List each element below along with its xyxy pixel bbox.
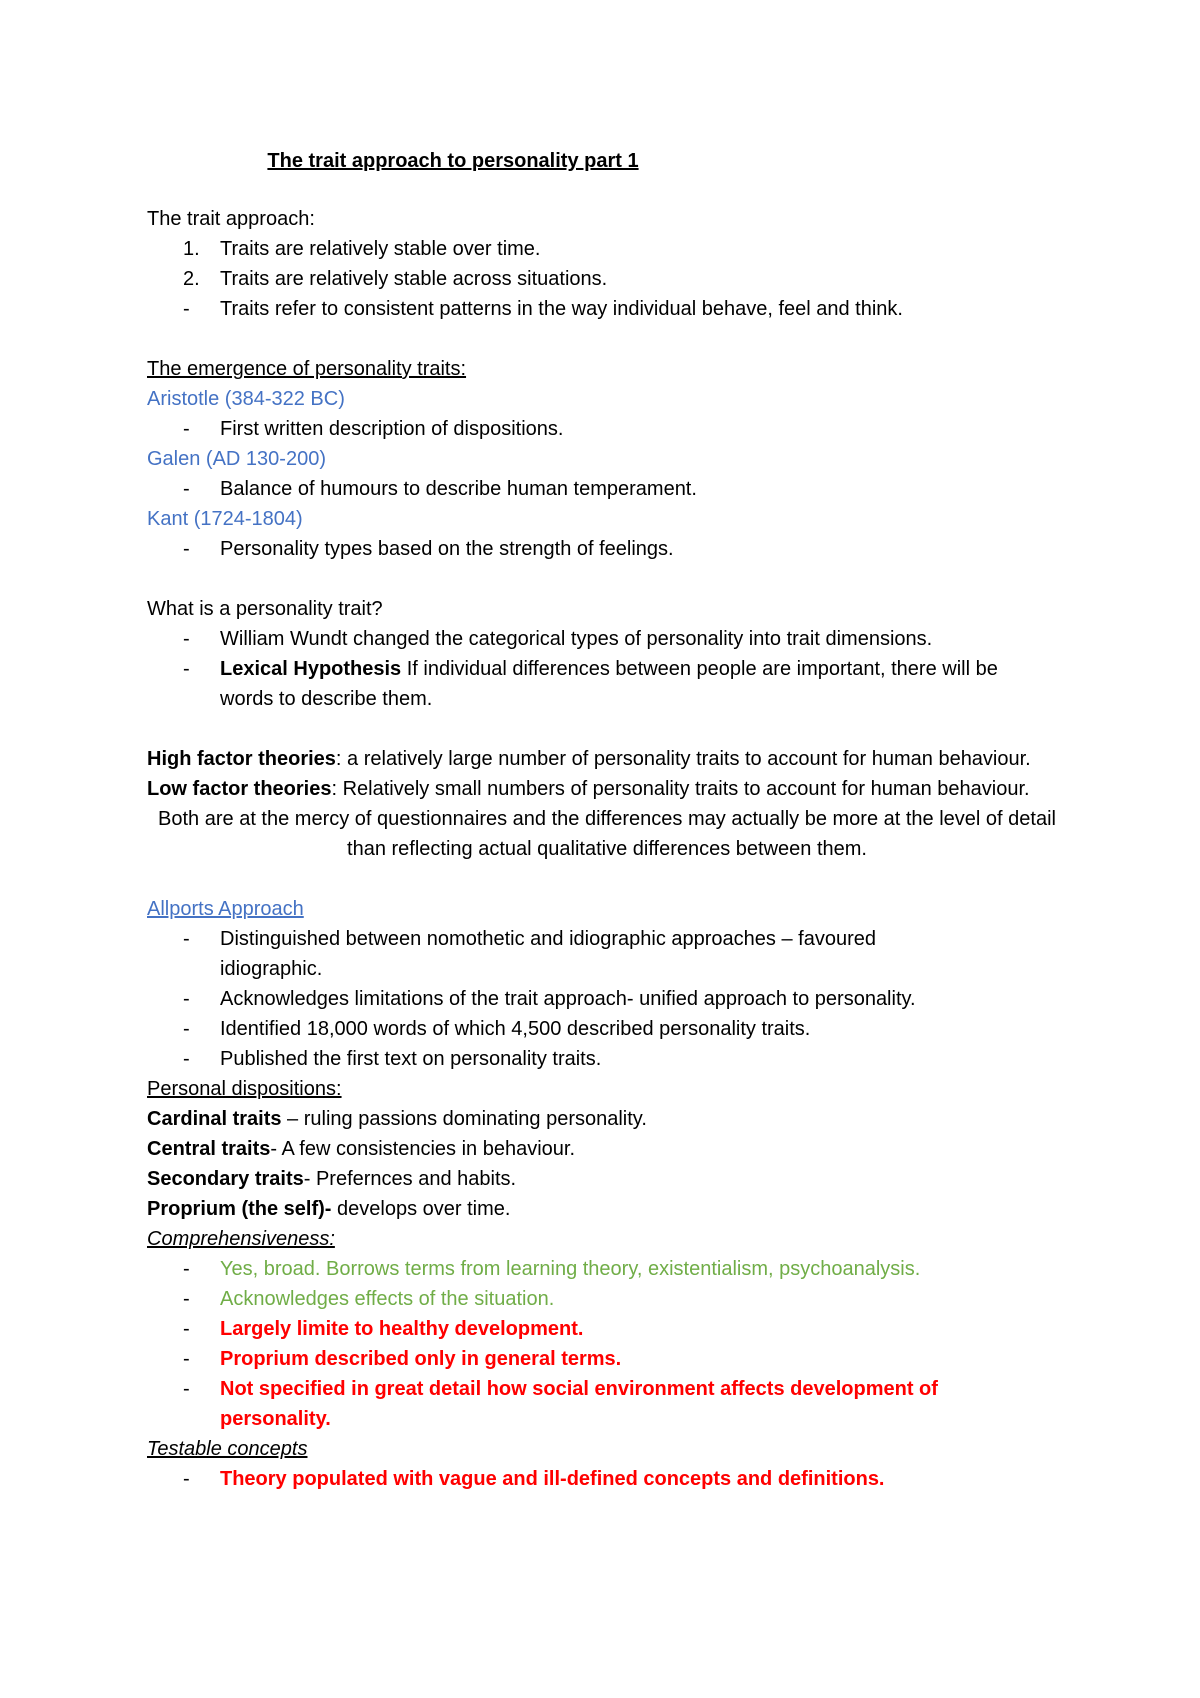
- list-item-text: Proprium described only in general terms.: [220, 1348, 622, 1370]
- list-item-text: Theory populated with vague and ill-defined concepts and definitions.: [220, 1468, 885, 1490]
- list-item: - Lexical Hypothesis If individual differences between people are important, there will be words to describe them.: [183, 658, 998, 710]
- disposition-term: Central traits: [147, 1138, 271, 1160]
- list-item: - Acknowledges effects of the situation.: [183, 1288, 555, 1310]
- list-item-text: Personality types based on the strength of feelings.: [220, 538, 674, 560]
- lexical-hypothesis-text: If individual differences between people are important, there will be words to describe them.: [220, 658, 998, 710]
- high-factor-paragraph: [147, 744, 1037, 774]
- list-item-text: First written description of dispositions.: [220, 418, 564, 440]
- list-item-text: Distinguished between nomothetic and idiographic approaches – favoured idiographic.: [220, 928, 876, 980]
- disposition-text: – ruling passions dominating personality.: [281, 1108, 647, 1130]
- list-item: - Theory populated with vague and ill-defined concepts and definitions.: [183, 1468, 885, 1490]
- list-item: [147, 294, 1067, 324]
- list-item: - Yes, broad. Borrows terms from learning theory, existentialism, psychoanalysis.: [183, 1258, 921, 1280]
- disposition-text: develops over time.: [331, 1198, 511, 1220]
- allport-heading: Allports Approach: [147, 898, 304, 920]
- disposition-secondary: [147, 1164, 1067, 1194]
- person-kant: Kant (1724-1804): [147, 508, 303, 530]
- list-item-text: Yes, broad. Borrows terms from learning theory, existentialism, psychoanalysis.: [220, 1258, 921, 1280]
- what-is-heading: What is a personality trait?: [147, 598, 383, 620]
- list-item: - Distinguished between nomothetic and idiographic approaches – favoured idiographic.: [183, 928, 876, 980]
- list-item: - Not specified in great detail how social environment affects development of personality.: [183, 1378, 938, 1430]
- testable-heading: Testable concepts: [147, 1438, 308, 1460]
- disposition-cardinal: [147, 1104, 1067, 1134]
- list-item: - Balance of humours to describe human temperament.: [183, 478, 697, 500]
- list-item: [147, 234, 1067, 264]
- disposition-text: - Prefernces and habits.: [303, 1168, 517, 1190]
- disposition-term: Cardinal traits: [147, 1108, 282, 1130]
- list-item-text: Acknowledges limitations of the trait approach- unified approach to personality.: [220, 988, 916, 1010]
- list-item-text: Balance of humours to describe human temperament.: [220, 478, 697, 500]
- list-item-text: Published the first text on personality traits.: [220, 1048, 602, 1070]
- high-factor-term: High factor theories: [147, 748, 336, 770]
- list-item-text: Identified 18,000 words of which 4,500 described personality traits.: [220, 1018, 811, 1040]
- list-marker: 1.: [183, 238, 200, 260]
- document-body: [147, 204, 1067, 1494]
- list-item: [147, 264, 1067, 294]
- list-item: - Identified 18,000 words of which 4,500 described personality traits.: [183, 1018, 811, 1040]
- list-item: - William Wundt changed the categorical types of personality into trait dimensions.: [183, 628, 933, 650]
- low-factor-term: Low factor theories: [147, 778, 332, 800]
- disposition-proprium: [147, 1194, 1067, 1224]
- lexical-hypothesis-term: Lexical Hypothesis: [220, 658, 402, 680]
- trait-approach-heading: The trait approach:: [147, 208, 315, 230]
- comprehensiveness-heading: Comprehensiveness:: [147, 1228, 335, 1250]
- list-marker: -: [183, 298, 190, 320]
- list-item: - Personality types based on the strength of feelings.: [183, 538, 674, 560]
- list-item: - First written description of dispositions.: [183, 418, 564, 440]
- list-item: - Proprium described only in general terms.: [183, 1348, 622, 1370]
- list-item: - Largely limite to healthy development.: [183, 1318, 584, 1340]
- list-item-text: Traits refer to consistent patterns in the way individual behave, feel and think.: [220, 298, 903, 320]
- person-galen: Galen (AD 130-200): [147, 448, 326, 470]
- disposition-term: Secondary traits: [147, 1168, 304, 1190]
- list-item-text: William Wundt changed the categorical types of personality into trait dimensions.: [220, 628, 933, 650]
- factor-note: Both are at the mercy of questionnaires and the differences may actually be more at the level of detail than reflecting actual qualitative differences between them.: [158, 808, 1056, 860]
- low-factor-paragraph: [147, 774, 1037, 804]
- low-factor-text: : Relatively small numbers of personality traits to account for human behaviour.: [331, 778, 1030, 800]
- disposition-text: - A few consistencies in behaviour.: [270, 1138, 575, 1160]
- list-item-text: Acknowledges effects of the situation.: [220, 1288, 555, 1310]
- list-item-text: Not specified in great detail how social environment affects development of personality.: [220, 1378, 938, 1430]
- disposition-central: [147, 1134, 1067, 1164]
- list-item: - Published the first text on personality traits.: [183, 1048, 602, 1070]
- disposition-term: Proprium (the self)-: [147, 1198, 332, 1220]
- emergence-heading: The emergence of personality traits:: [147, 358, 467, 380]
- high-factor-text: : a relatively large number of personality traits to account for human behaviour.: [335, 748, 1031, 770]
- person-aristotle: Aristotle (384-322 BC): [147, 388, 345, 410]
- list-item-text: Traits are relatively stable over time.: [220, 238, 541, 260]
- document-title: The trait approach to personality part 1: [267, 150, 639, 172]
- list-item-text: Largely limite to healthy development.: [220, 1318, 584, 1340]
- list-item: - Acknowledges limitations of the trait approach- unified approach to personality.: [183, 988, 916, 1010]
- dispositions-heading: Personal dispositions:: [147, 1078, 342, 1100]
- list-marker: 2.: [183, 268, 200, 290]
- list-item-text: Traits are relatively stable across situations.: [220, 268, 608, 290]
